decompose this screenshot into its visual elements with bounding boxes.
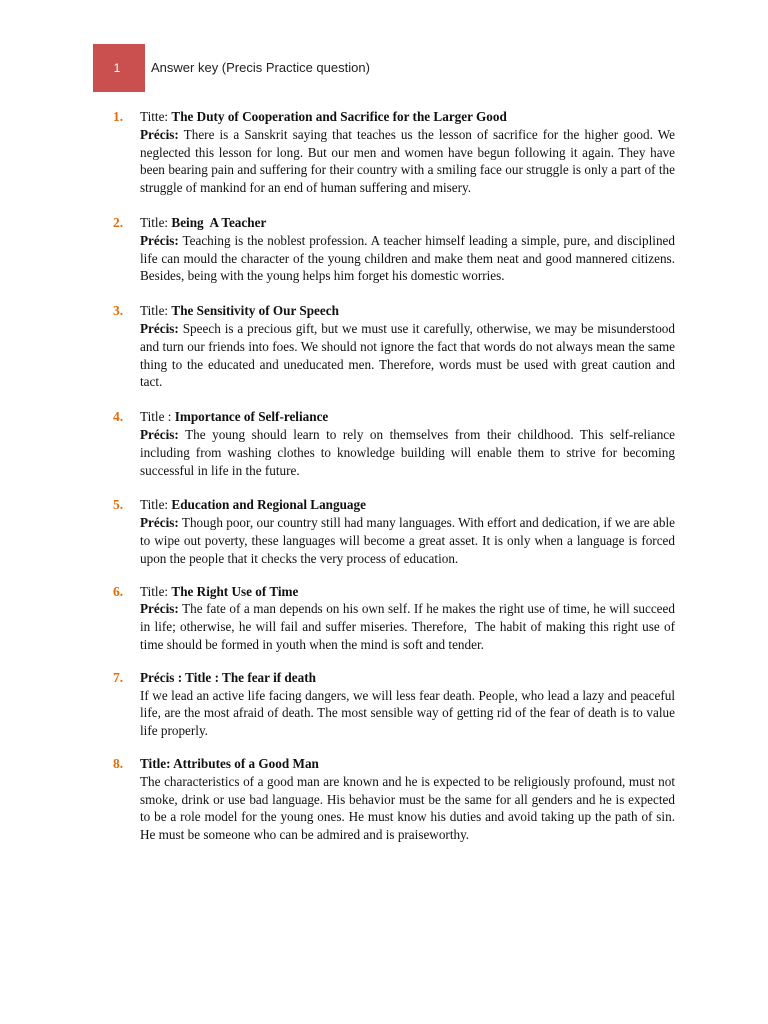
item-number: 3.: [113, 303, 124, 319]
item-number: 8.: [113, 755, 124, 771]
list-item: [113, 496, 675, 567]
title-prefix: Title:: [140, 303, 169, 319]
list-item: [113, 669, 675, 740]
item-title: Importance of Self-reliance: [174, 409, 329, 425]
precis-text: Teaching is the noblest profession. A teacher himself leading a simple, pure, and disciplined life can mould the character of the young children and make them neat and good mannered citizens. Besides, being with the young helps him forget his domestic worries.: [140, 232, 675, 284]
item-body: [140, 426, 675, 479]
precis-label: Précis:: [140, 601, 179, 617]
item-title: Education and Regional Language: [171, 497, 366, 513]
item-title: Title: Attributes of a Good Man: [140, 755, 319, 771]
title-prefix: Titte:: [140, 109, 169, 124]
precis-label: Précis:: [140, 320, 179, 336]
item-body: [140, 232, 675, 285]
page-number-box: [93, 44, 145, 92]
item-title-line: [140, 496, 675, 514]
item-body: [140, 687, 675, 740]
precis-text: There is a Sanskrit saying that teaches us the lesson of sacrifice for the higher good. We neglected this lesson for long. But our men and women have begun following it again. They have been bearing pain and suffering for their country with a smiling face our struggle is only a part of the struggle of mankind for an end of human suffering and misery.: [140, 126, 676, 196]
list-item: [113, 108, 675, 197]
item-title: The Right Use of Time: [171, 583, 299, 599]
page-number: 1: [113, 61, 121, 75]
item-body: [140, 126, 675, 197]
item-title: The Duty of Cooperation and Sacrifice for the Larger Good: [171, 109, 507, 124]
item-number: 4.: [113, 409, 124, 425]
precis-label: Précis:: [140, 515, 179, 531]
item-body: [140, 773, 675, 844]
list-item: [113, 214, 675, 285]
precis-label: Précis:: [140, 232, 179, 248]
answer-list: [113, 108, 679, 844]
item-body: [140, 514, 675, 567]
precis-text: The young should learn to rely on themselves from their childhood. This self-reliance including from washing clothes to knowledge building will enable them to strive for becoming successful in life in the future.: [140, 426, 676, 478]
item-title-line: [140, 583, 675, 601]
item-title: Précis : Title : The fear if death: [140, 669, 316, 685]
item-body: [140, 320, 675, 391]
item-title-line: [140, 214, 675, 232]
list-item: [113, 583, 679, 654]
precis-text: Though poor, our country still had many languages. With effort and dedication, if we are able to wipe out poverty, these languages will become a great asset. It is only when a language is forced upon the people that it checks the very process of education.: [140, 515, 675, 566]
item-title: Being A Teacher: [171, 214, 267, 230]
title-prefix: Title:: [140, 214, 169, 230]
list-item: [113, 755, 675, 844]
item-title-line: [140, 108, 675, 126]
item-body: [140, 600, 679, 653]
list-item: [113, 408, 675, 479]
item-title: The Sensitivity of Our Speech: [171, 303, 339, 319]
item-number: 5.: [113, 497, 124, 513]
precis-text: If we lead an active life facing dangers, we will less fear death. People, who lead a lazy and peaceful life, are the most afraid of death. The most sensible way of getting rid of the fear of death is to value life properly.: [140, 687, 675, 739]
precis-label: Précis:: [140, 426, 179, 442]
item-title-line: [140, 755, 675, 773]
title-prefix: Title:: [140, 497, 169, 513]
item-title-line: [140, 669, 675, 687]
title-prefix: Title:: [140, 583, 169, 599]
item-number: 1.: [113, 109, 124, 124]
item-number: 2.: [113, 214, 124, 230]
list-item: [113, 302, 675, 391]
item-number: 6.: [113, 583, 124, 599]
header-title: Answer key (Precis Practice question): [151, 60, 370, 75]
title-prefix: Title :: [140, 409, 172, 425]
item-title-line: [140, 408, 675, 426]
precis-text: The characteristics of a good man are known and he is expected to be religiously profound, must not smoke, drink or use bad language. His behavior must be the same for all genders and he is expected to be a role model for the young ones. He must know his duties and avoid taking up the path of sin. He must be someone who can be admired and is praiseworthy.: [140, 773, 675, 843]
precis-label: Précis:: [140, 126, 179, 142]
item-title-line: [140, 302, 675, 320]
item-number: 7.: [113, 669, 124, 685]
precis-text: Speech is a precious gift, but we must use it carefully, otherwise, we may be misunderstood and turn our friends into foes. We should not ignore the fact that words do not always mean the same thing to the educated and uneducated men. Therefore, words must be used with great caution and tact.: [140, 320, 675, 390]
precis-text: The fate of a man depends on his own self. If he makes the right use of time, he will succeed in life; otherwise, he will fail and suffer miseries. Therefore, The habit of making this right use of time should be formed in youth when the mind is soft and tender.: [140, 601, 679, 652]
